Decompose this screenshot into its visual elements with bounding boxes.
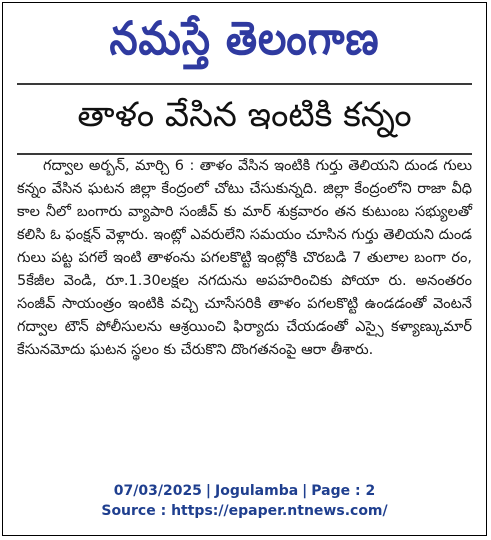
footer-page: Page : 2 bbox=[311, 483, 376, 499]
article-body bbox=[17, 155, 472, 362]
masthead bbox=[3, 12, 486, 75]
footer-edition: Jogulamba bbox=[215, 483, 299, 499]
headline-text: తాళం వేసిన ఇంటికి కన్నం bbox=[77, 95, 412, 135]
footer-date: 07/03/2025 bbox=[113, 483, 202, 499]
article-paragraph: గద్వాల అర్బన్, మార్చి 6 : తాళం వేసిన ఇంటికి గుర్తు తెలియని దుండ గులు కన్నం వేసిన ఘటన జిల్లా కేంద్రంలో చోటు చేసుకున్నది. జిల్లా కేంద్రంలోని రాజా వీధి కాల నీలో బంగారు వ్యాపారి సంజీవ్ కు మార్ శుక్రవారం తన కుటుంబ సభ్యులతో కలిసి ఓ ఫంక్షన్ వెళ్లారు. ఇంట్లో ఎవరులేని సమయం చూసిన గుర్తు తెలియని దుండ గులు పట్ట పగలే ఇంటి తాళంను పగలకొట్టి ఇంట్లోకి చొరబడి 7 తులాల బంగా రం, 5కేజీల వెండి, రూ.1.30లక్షల నగదును అపహరించికు పోయా రు. అనంతరం సంజీవ్ సాయంత్రం ఇంటికి వచ్చి చూసేసరికి తాళం పగలకొట్టి ఉండడంతో వెంటనే గద్వాల టౌన్ పోలీసులను ఆశ్రయించి ఫిర్యాదు చేయడంతో ఎస్సై కళ్యాణ్కుమార్ కేసునమోదు ఘటన స్థలం కు చేరుకొని దొంగతనంపై ఆరా తీశారు. bbox=[17, 158, 472, 358]
footer-source[interactable] bbox=[3, 503, 486, 519]
source-link[interactable]: Source : https://epaper.ntnews.com/ bbox=[101, 503, 388, 519]
headline-top-rule bbox=[17, 83, 472, 85]
clipping-frame bbox=[2, 2, 487, 536]
masthead-title: నమస్తే తెలంగాణ bbox=[109, 12, 380, 66]
headline bbox=[3, 91, 486, 147]
footer-meta: 07/03/2025 | Jogulamba | Page : 2 bbox=[113, 483, 376, 499]
